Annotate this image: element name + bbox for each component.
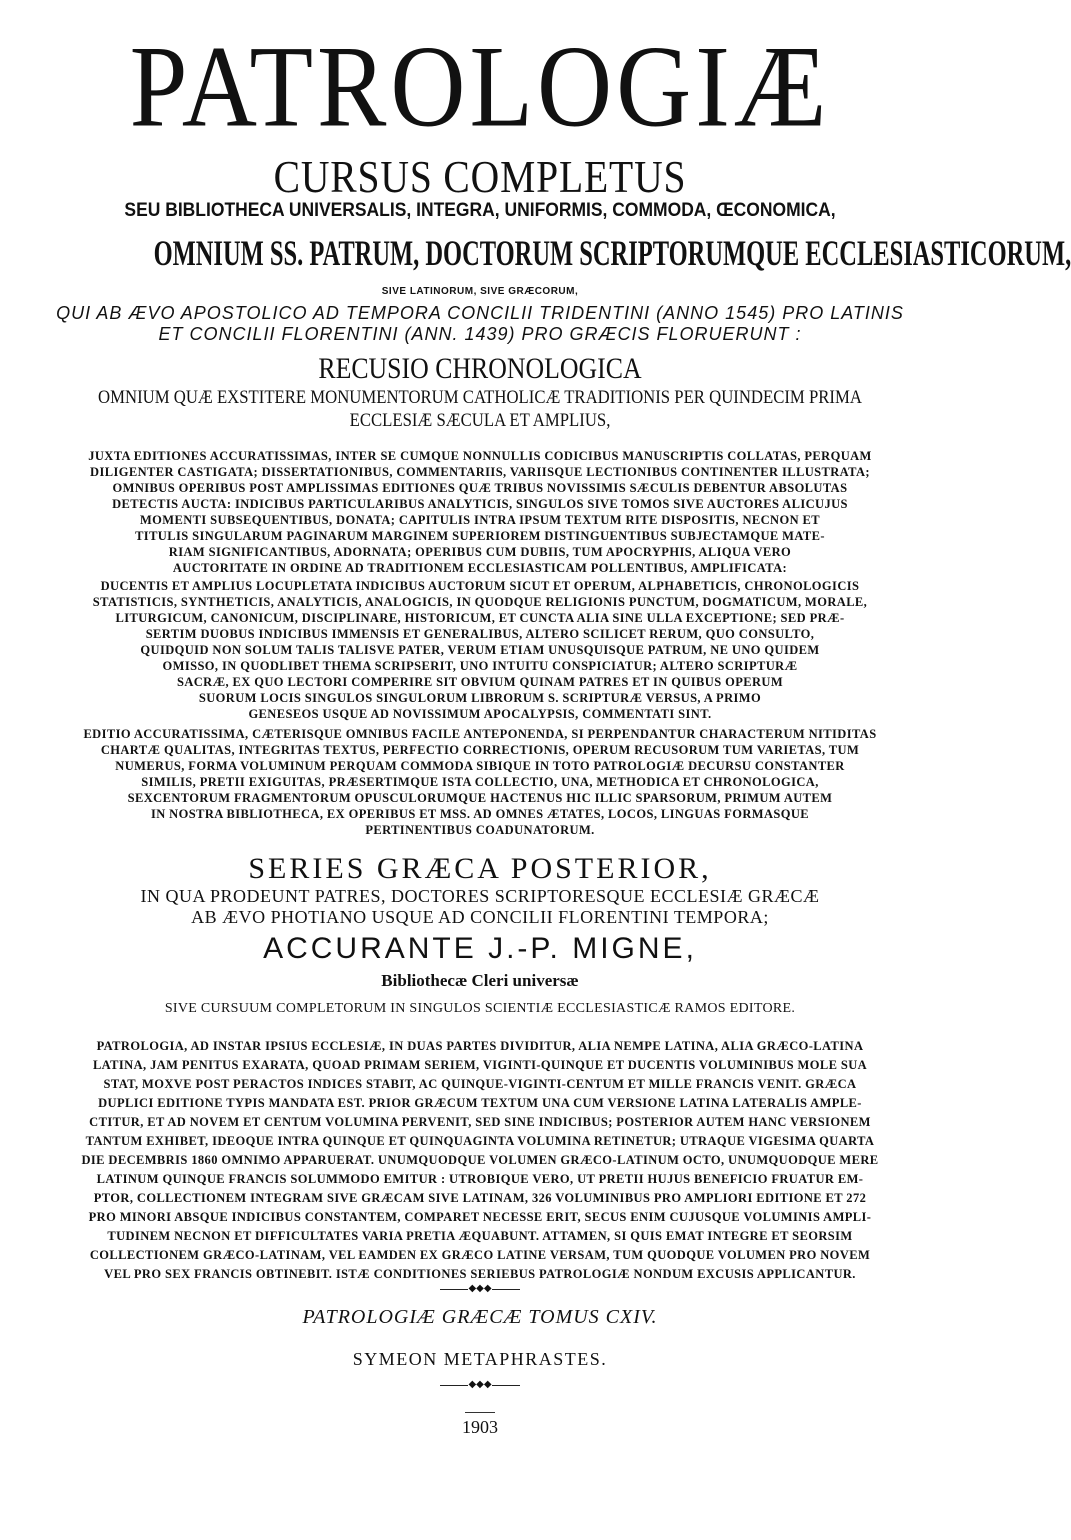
- main-title: PATROLOGIÆ: [129, 22, 831, 152]
- sive-line: SIVE LATINORUM, SIVE GRÆCORUM,: [381, 286, 579, 297]
- qui-line: QUI AB ÆVO APOSTOLICO AD TEMPORA CONCILII TRIDENTINI (ANNO 1545) PRO LATINIS: [56, 303, 904, 323]
- editio-line: EDITIO ACCURATISSIMA, CÆTERISQUE OMNIBUS FACILE ANTEPONENDA, SI PERPENDANTUR CHARACTERUM NITIDITAS: [83, 727, 877, 741]
- editio-line: CHARTÆ QUALITAS, INTEGRITAS TEXTUS, PERFECTIO CORRECTIONIS, OPERUM RECUSORUM TUM VARIETAS, TUM: [100, 743, 860, 757]
- juxta-line: MOMENTI SUBSEQUENTIBUS, DONATA; CAPITULIS INTRA IPSUM TEXTUM RITE DISPOSITIS, NECNON ET: [139, 513, 821, 527]
- patrologia-line: DIE DECEMBRIS 1860 OMNIMO APPARUERAT. UNUMQUODQUE VOLUMEN GRÆCO-LATINUM OCTO, UNUMQUODQUE MERE: [81, 1153, 879, 1167]
- juxta-line: QUIDQUID NON SOLUM TALIS TALISVE PATER, VERUM ETIAM UNUSQUISQUE PATRUM, NE UNO QUIDEM: [140, 643, 820, 657]
- juxta-line: OMISSO, IN QUODLIBET THEMA SCRIPSERIT, UNO INTUITU CONSPICIATUR; ALTERO SCRIPTURÆ: [162, 659, 798, 673]
- editio-line: SEXCENTORUM FRAGMENTORUM OPUSCULORUMQUE HACTENUS HIC ILLIC SPARSORUM, PRIMUM AUTEM: [127, 791, 833, 805]
- patrologia-line: PRO MINORI ABSQUE INDICIBUS CONSTANTEM, COMPARET NECESSE ERIT, SECUS ENIM CUJUSQUE VOLUMINIS AMPLI-: [88, 1210, 872, 1224]
- patrologia-line: STAT, MOXVE POST PERACTOS INDICES STABIT, AC QUINQUE-VIGINTI-CENTUM ET MILLE FRANCIS VENIT. GRÆCA: [103, 1077, 857, 1091]
- juxta-line: SERTIM DUOBUS INDICIBUS IMMENSIS ET GENERALIBUS, ALTERO SCILICET RERUM, QUO CONSULTO,: [145, 627, 815, 641]
- patrologia-line: LATINA, JAM PENITUS EXARATA, QUOAD PRIMAM SERIEM, VIGINTI-QUINQUE ET DUCENTIS VOLUMINIBUS MOLE SUA: [92, 1058, 868, 1072]
- juxta-line: LITURGICUM, CANONICUM, DISCIPLINARE, HISTORICUM, ET CUNCTA ALIA SINE ULLA EXCEPTIONE; SED PRÆ-: [115, 611, 845, 625]
- subtitle: CURSUS COMPLETUS: [273, 151, 687, 202]
- series-heading: SERIES GRÆCA POSTERIOR,: [248, 852, 712, 885]
- patrologia-line: VEL PRO SEX FRANCIS OBTINEBIT. ISTÆ CONDITIONES SERIEBUS PATROLOGIÆ NONDUM EXCUSIS APPLICANTUR.: [104, 1267, 856, 1281]
- juxta-line: TITULIS SINGULARUM PAGINARUM MARGINEM SUPERIOREM DISTINGUENTIBUS SUBJECTAMQUE MATE-: [135, 529, 825, 543]
- juxta-line: JUXTA EDITIONES ACCURATISSIMAS, INTER SE CUMQUE NONNULLIS CODICIBUS MANUSCRIPTIS COLLATAS, PERQUAM: [88, 449, 872, 463]
- patrologia-line: TUDINEM NECNON ET DIFFICULTATES VARIA PRETIA ÆQUABUNT. ATTAMEN, SI QUIS EMAT INTEGRE ET SEORSIM: [107, 1229, 853, 1243]
- juxta-line: SACRÆ, EX QUO LECTORI COMPERIRE SIT OBVIUM QUINAM PATRES ET IN QUIBUS OPERUM: [176, 675, 784, 689]
- omnium-quae-line: OMNIUM QUÆ EXSTITERE MONUMENTORUM CATHOLICÆ TRADITIONIS PER QUINDECIM PRIMA: [98, 387, 862, 408]
- ecclesiae-line: ECCLESIÆ SÆCULA ET AMPLIUS,: [349, 410, 611, 431]
- juxta-line: RIAM SIGNIFICANTIBUS, ADORNATA; OPERIBUS CUM DUBIIS, TUM APOCRYPHIS, ALIQUA VERO: [168, 545, 792, 559]
- recusio-heading: RECUSIO CHRONOLOGICA: [318, 352, 642, 385]
- juxta-line: AUCTORITATE IN ORDINE AD TRADITIONEM ECCLESIASTICAM POLLENTIBUS, AMPLIFICATA:: [172, 561, 788, 575]
- patrologia-line: CTITUR, ET AD NOVEM ET CENTUM VOLUMINA PERVENIT, SED SINE INDICIBUS; POSTERIOR AUTEM HANC VERSIONEM: [89, 1115, 871, 1129]
- ornament-icon: ◆◆◆: [468, 1379, 492, 1390]
- juxta-line: OMNIBUS OPERIBUS POST AMPLISSIMAS EDITIONES QUÆ TRIBUS NOVISSIMIS SÆCULIS DEBENTUR ABSOLUTAS: [112, 481, 848, 495]
- et-line: ET CONCILII FLORENTINI (ANN. 1439) PRO GRÆCIS FLORUERUNT :: [158, 324, 802, 344]
- ornament-icon: ◆◆◆: [468, 1283, 492, 1294]
- editio-line: PERTINENTIBUS COADUNATORUM.: [365, 823, 595, 837]
- publication-year: 1903: [462, 1417, 498, 1437]
- volume-title: PATROLOGIÆ GRÆCÆ TOMUS CXIV.: [302, 1306, 658, 1328]
- juxta-line: GENESEOS USQUE AD NOVISSIMUM APOCALYPSIS, COMMENTATI SINT.: [248, 707, 712, 721]
- patrologia-line: TANTUM EXHIBET, IDEOQUE INTRA QUINQUE ET QUINQUAGINTA VOLUMINA RETINETUR; UTRAQUE VIGESIMA QUARTA: [85, 1134, 875, 1148]
- short-rule: [465, 1412, 495, 1413]
- editio-line: SIMILIS, PRETII EXIGUITAS, PRÆSERTIMQUE ISTA COLLECTIO, UNA, METHODICA ET CHRONOLOGICA,: [141, 775, 819, 789]
- editio-line: NUMERUS, FORMA VOLUMINUM PERQUAM COMMODA SIBIQUE IN TOTO PATROLOGIÆ DECURSU CONSTANTER: [115, 759, 845, 773]
- description-line: SEU BIBLIOTHECA UNIVERSALIS, INTEGRA, UNIFORMIS, COMMODA, ŒCONOMICA,: [124, 200, 836, 221]
- juxta-line: STATISTICIS, SYNTHETICIS, ANALYTICIS, ANALOGICIS, IN QUODQUE RELIGIONIS PUNCTUM, DOGMATICUM, MORALE,: [92, 595, 868, 609]
- juxta-line: DILIGENTER CASTIGATA; DISSERTATIONIBUS, COMMENTARIIS, VARIISQUE LECTIONIBUS CONTINENTER ILLUSTRATA;: [90, 465, 870, 479]
- editor-heading: ACCURANTE J.-P. MIGNE,: [263, 932, 697, 965]
- patrologia-line: PATROLOGIA, AD INSTAR IPSIUS ECCLESIÆ, IN DUAS PARTES DIVIDITUR, ALIA NEMPE LATINA, ALIA GRÆCO-LATINA: [96, 1039, 864, 1053]
- patrologia-line: COLLECTIONEM GRÆCO-LATINAM, VEL EAMDEN EX GRÆCO LATINE VERSAM, TUM QUODQUE VOLUMEN PRO NOVEM: [89, 1248, 871, 1262]
- juxta-line: SUORUM LOCIS SINGULOS SINGULORUM LIBRORUM S. SCRIPTURÆ VERSUS, A PRIMO: [198, 691, 762, 705]
- editio-line: IN NOSTRA BIBLIOTHECA, EX OPERIBUS ET MSS. AD OMNES ÆTATES, LOCOS, LINGUAS FORMASQUE: [150, 807, 810, 821]
- patrologia-line: LATINUM QUINQUE FRANCIS SOLUMMODO EMITUR : UTROBIQUE VERO, UT PRETII HUJUS BENEFICIO FRUATUR EM-: [96, 1172, 864, 1186]
- juxta-line: DUCENTIS ET AMPLIUS LOCUPLETATA INDICIBUS AUCTORUM SICUT ET OPERUM, ALPHABETICIS, CHRONOLOGICIS: [100, 579, 860, 593]
- patrologia-line: PTOR, COLLECTIONEM INTEGRAM SIVE GRÆCAM SIVE LATINAM, 326 VOLUMINIBUS PRO AMPLIORI EDITIONE ET 272: [93, 1191, 867, 1205]
- omnium-line: OMNIUM SS. PATRUM, DOCTORUM SCRIPTORUMQUE ECCLESIASTICORUM,: [153, 233, 1071, 273]
- ab-aevo-line: AB ÆVO PHOTIANO USQUE AD CONCILII FLORENTINI TEMPORA;: [191, 907, 769, 927]
- juxta-line: DETECTIS AUCTA: INDICIBUS PARTICULARIBUS ANALYTICIS, SINGULOS SIVE TOMOS SIVE AUCTORES ALICUJUS: [112, 497, 848, 511]
- patrologia-line: DUPLICI EDITIONE TYPIS MANDATA EST. PRIOR GRÆCUM TEXTUM UNA CUM VERSIONE LATINA LATERALIS AMPLE-: [98, 1096, 862, 1110]
- in-qua-line: IN QUA PRODEUNT PATRES, DOCTORES SCRIPTORESQUE ECCLESIÆ GRÆCÆ: [140, 886, 820, 906]
- author-name: SYMEON METAPHRASTES.: [352, 1349, 608, 1369]
- bibliothecae-line: Bibliothecæ Cleri universæ: [381, 971, 579, 990]
- sive-cursuum-line: SIVE CURSUUM COMPLETORUM IN SINGULOS SCIENTIÆ ECCLESIASTICÆ RAMOS EDITORE.: [164, 1001, 796, 1016]
